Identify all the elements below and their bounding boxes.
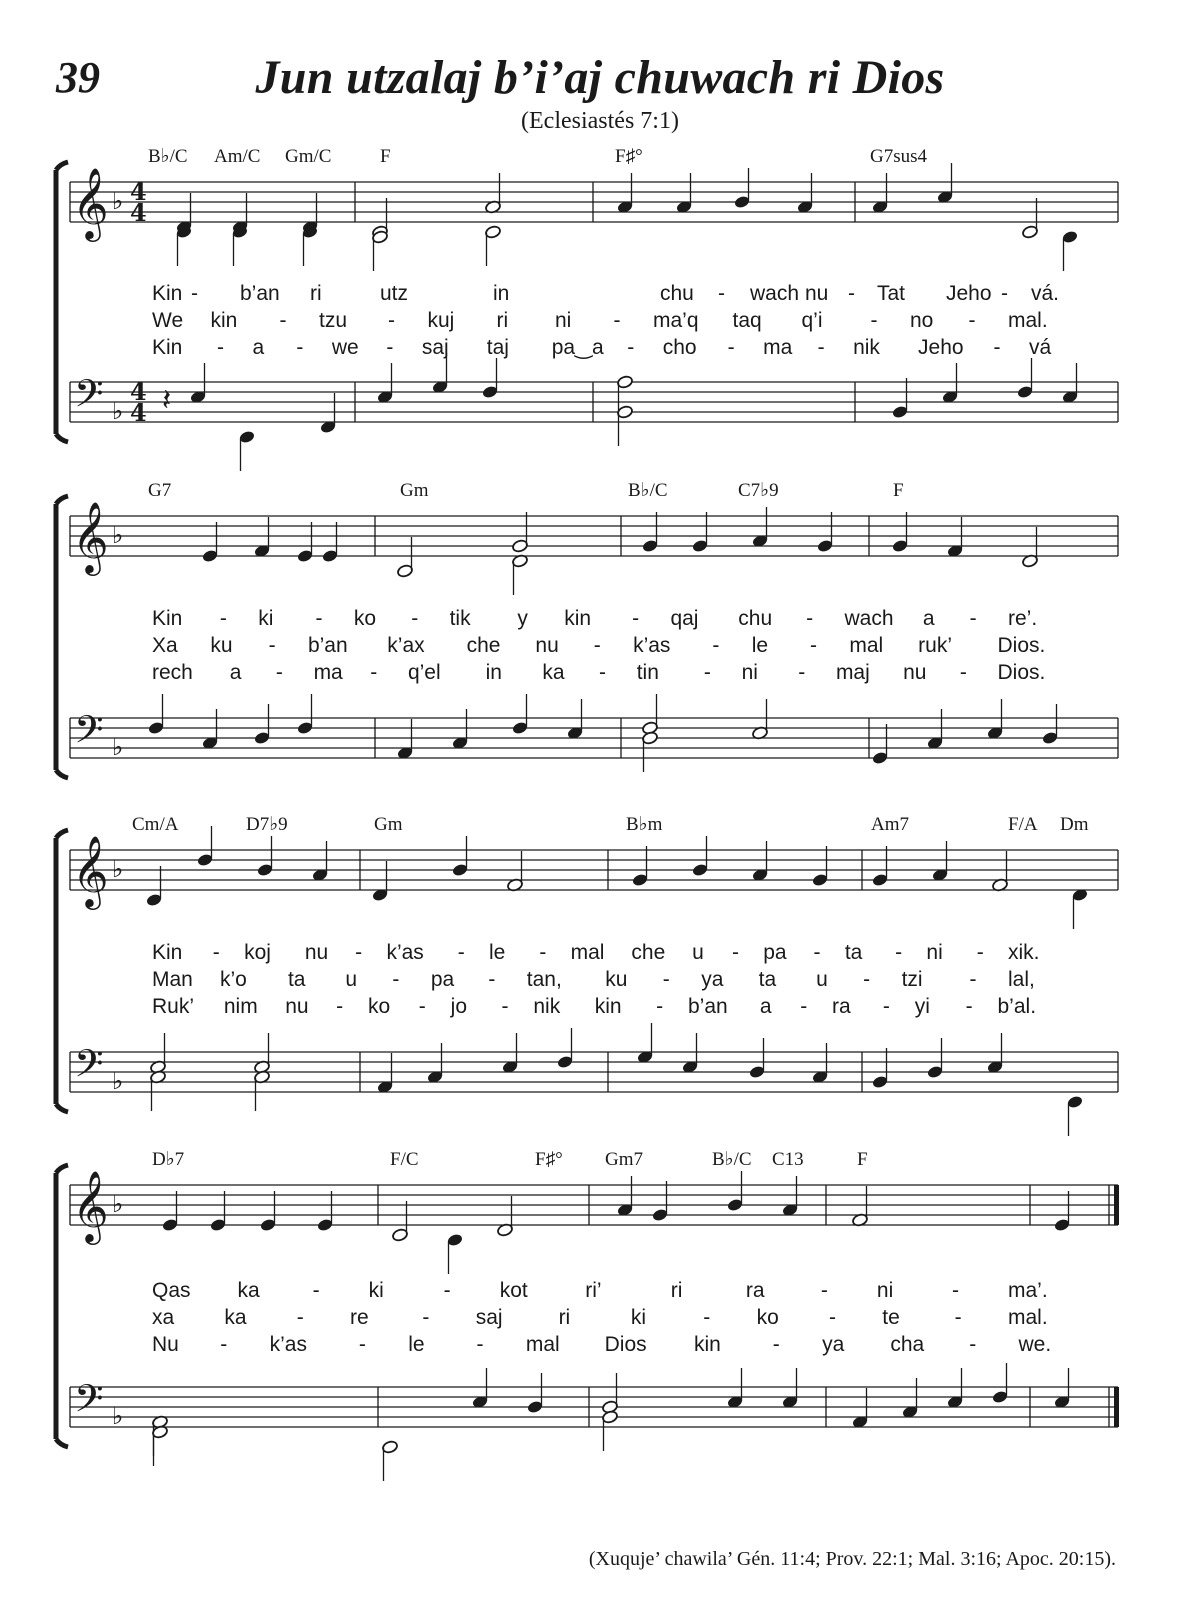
lyric-syllable: nu xyxy=(285,995,309,1018)
lyric-syllable: ma xyxy=(313,661,343,684)
lyric-syllable: maj xyxy=(835,661,870,684)
lyric-hyphen: - xyxy=(476,1333,484,1356)
lyric-syllable: le xyxy=(408,1333,425,1356)
lyric-hyphen: - xyxy=(457,941,465,964)
lyric-syllable: mal xyxy=(570,941,605,964)
lyric-syllable: kot xyxy=(499,1279,528,1302)
chord-symbol: F♯° xyxy=(535,1149,563,1170)
key-flat: ♭ xyxy=(112,733,124,761)
key-flat: ♭ xyxy=(112,855,124,883)
lyric-hyphen: - xyxy=(539,941,547,964)
lyric-syllable: b’an xyxy=(687,995,728,1018)
lyric-syllable: vá. xyxy=(1031,282,1060,305)
treble-clef: 𝄞 xyxy=(72,1169,109,1242)
lyric-syllable: ku xyxy=(605,968,628,991)
lyric-syllable: utz xyxy=(380,282,409,305)
lyric-syllable: a xyxy=(922,607,935,630)
lyric-syllable: saj xyxy=(421,336,449,359)
chord-symbol: G7 xyxy=(148,480,172,501)
lyric-hyphen: - xyxy=(848,282,855,305)
lyric-syllable: xa xyxy=(152,1306,175,1329)
lyric-hyphen: - xyxy=(599,661,606,684)
system-bracket xyxy=(56,496,68,778)
quarter-rest: 𝄽 xyxy=(162,383,172,418)
lyric-syllable: We xyxy=(152,309,184,332)
chord-symbol: Cm/A xyxy=(132,814,179,835)
chord-symbol: F/C xyxy=(390,1149,419,1170)
lyric-hyphen: - xyxy=(703,661,711,684)
lyric-syllable: nik xyxy=(533,995,561,1018)
lyric-syllable: tin xyxy=(636,661,659,684)
lyric-syllable: ri xyxy=(496,309,509,332)
chord-symbol: B♭/C xyxy=(712,1149,752,1170)
lyric-hyphen: - xyxy=(895,941,903,964)
lyric-hyphen: - xyxy=(411,607,419,630)
lyric-syllable: in xyxy=(493,282,510,305)
lyric-syllable: taj xyxy=(486,336,509,359)
lyric-syllable: ra xyxy=(745,1279,765,1302)
lyric-hyphen: - xyxy=(798,661,806,684)
lyric-hyphen: - xyxy=(296,336,304,359)
time-signature: 4 xyxy=(130,198,147,227)
lyric-syllable: ya xyxy=(822,1333,845,1356)
lyric-hyphen: - xyxy=(828,1306,836,1329)
system-bracket xyxy=(56,162,68,442)
chord-symbol: F xyxy=(380,146,391,167)
bass-clef: 𝄢 xyxy=(74,707,104,761)
lyric-syllable: kin xyxy=(693,1333,721,1356)
chord-symbol: Dm xyxy=(1060,814,1089,835)
lyric-syllable: vá xyxy=(1029,336,1052,359)
lyric-syllable: ni xyxy=(926,941,943,964)
lyric-hyphen: - xyxy=(712,634,720,657)
final-barline xyxy=(1114,1387,1119,1427)
lyric-hyphen: - xyxy=(443,1279,451,1302)
lyric-syllable: mal. xyxy=(1008,1306,1048,1329)
lyric-syllable: ruk’ xyxy=(918,634,953,657)
chord-symbol: Gm xyxy=(374,814,403,835)
lyric-hyphen: - xyxy=(358,1333,366,1356)
chord-symbol: B♭/C xyxy=(148,146,188,167)
lyric-syllable: chu xyxy=(660,282,694,305)
lyric-syllable: che xyxy=(466,634,501,657)
lyric-hyphen: - xyxy=(386,336,394,359)
chord-symbol: G7sus4 xyxy=(870,146,928,167)
lyric-syllable: k’as xyxy=(633,634,671,657)
lyric-hyphen: - xyxy=(863,968,871,991)
lyric-syllable: u xyxy=(345,968,358,991)
lyric-syllable: Kin xyxy=(152,941,183,964)
lyric-hyphen: - xyxy=(418,995,426,1018)
lyric-syllable: k’o xyxy=(219,968,247,991)
lyric-hyphen: - xyxy=(954,1306,962,1329)
chord-symbol: F xyxy=(857,1149,868,1170)
lyric-syllable: Dios. xyxy=(997,634,1046,657)
lyric-syllable: k’as xyxy=(269,1333,307,1356)
lyric-syllable: Xa xyxy=(152,634,178,657)
lyric-hyphen: - xyxy=(882,995,890,1018)
lyric-syllable: mal xyxy=(525,1333,560,1356)
lyric-syllable: Ruk’ xyxy=(152,995,195,1018)
chord-symbol: B♭/C xyxy=(628,480,668,501)
footer-references: (Xuquje’ chawila’ Gén. 11:4; Prov. 22:1; Mal. 3:16; Apoc. 20:15). xyxy=(588,1548,1116,1570)
lyric-syllable: ni xyxy=(555,309,572,332)
lyric-syllable: Kin xyxy=(152,336,183,359)
lyric-syllable: re’. xyxy=(1008,607,1038,630)
lyric-hyphen: - xyxy=(593,634,601,657)
lyric-syllable: nim xyxy=(223,995,258,1018)
lyric-syllable: ra xyxy=(832,995,851,1018)
lyric-syllable: a xyxy=(229,661,242,684)
lyric-syllable: we. xyxy=(1018,1333,1052,1356)
lyric-syllable: cha xyxy=(890,1333,925,1356)
lyric-syllable: y xyxy=(517,607,528,630)
lyric-hyphen: - xyxy=(315,607,323,630)
lyric-syllable: Jeho xyxy=(918,336,964,359)
lyric-hyphen: - xyxy=(422,1306,430,1329)
lyric-syllable: ko xyxy=(367,995,391,1018)
lyric-syllable: ma xyxy=(763,336,793,359)
time-signature: 4 xyxy=(130,377,147,406)
lyric-syllable: saj xyxy=(475,1306,503,1329)
lyric-syllable: pa xyxy=(763,941,787,964)
lyric-syllable: le xyxy=(489,941,506,964)
lyric-syllable: Kin xyxy=(152,607,183,630)
lyric-hyphen: - xyxy=(312,1279,320,1302)
lyric-syllable: ki xyxy=(368,1279,384,1302)
key-flat: ♭ xyxy=(112,187,124,215)
chord-symbol: C13 xyxy=(772,1149,804,1170)
lyric-hyphen: - xyxy=(870,309,878,332)
lyric-hyphen: - xyxy=(968,309,976,332)
chord-symbol: D♭7 xyxy=(152,1149,185,1170)
time-signature: 4 xyxy=(130,177,147,206)
lyric-hyphen: - xyxy=(191,282,198,305)
lyric-syllable: lal, xyxy=(1008,968,1035,991)
treble-clef: 𝄞 xyxy=(72,166,109,239)
lyric-syllable: ka xyxy=(224,1306,247,1329)
bass-clef: 𝄢 xyxy=(74,371,104,425)
final-barline xyxy=(1114,1185,1119,1225)
lyric-syllable: le xyxy=(751,634,769,657)
lyric-hyphen: - xyxy=(727,336,735,359)
lyric-syllable: ka xyxy=(542,661,565,684)
lyric-syllable: no xyxy=(910,309,934,332)
key-flat: ♭ xyxy=(112,397,124,425)
hymn-number: 39 xyxy=(56,53,100,102)
system-bracket xyxy=(56,1165,68,1447)
bass-clef: 𝄢 xyxy=(74,1376,104,1430)
lyric-syllable: Dios xyxy=(604,1333,647,1356)
treble-clef: 𝄞 xyxy=(72,834,109,907)
lyric-hyphen: - xyxy=(969,607,977,630)
lyric-syllable: we xyxy=(331,336,359,359)
lyric-syllable: te xyxy=(882,1306,900,1329)
lyric-hyphen: - xyxy=(662,968,670,991)
lyric-syllable: q’i xyxy=(801,309,823,332)
chord-symbol: Gm/C xyxy=(285,146,332,167)
lyric-syllable: nu xyxy=(304,941,329,964)
lyric-syllable: re xyxy=(350,1306,369,1329)
lyric-syllable: wach xyxy=(844,607,894,630)
lyric-syllable: ma’. xyxy=(1008,1279,1048,1302)
lyric-syllable: rech xyxy=(152,661,193,684)
lyric-hyphen: - xyxy=(718,282,725,305)
chord-symbol: Am/C xyxy=(214,146,261,167)
lyric-syllable: Nu xyxy=(152,1333,179,1356)
lyric-syllable: tan, xyxy=(526,968,562,991)
lyric-syllable: mal. xyxy=(1008,309,1048,332)
lyric-syllable: ki xyxy=(258,607,274,630)
lyric-syllable: xik. xyxy=(1008,941,1040,964)
lyric-syllable: a xyxy=(252,336,265,359)
lyric-syllable: b’al. xyxy=(997,995,1037,1018)
lyric-syllable: ko xyxy=(756,1306,779,1329)
scripture-reference: (Eclesiastés 7:1) xyxy=(521,108,679,134)
lyric-syllable: ki xyxy=(630,1306,647,1329)
lyric-hyphen: - xyxy=(355,941,363,964)
lyric-syllable: ta xyxy=(844,941,863,964)
chord-symbol: F♯° xyxy=(615,146,643,167)
lyric-syllable: Man xyxy=(152,968,193,991)
bass-clef: 𝄢 xyxy=(74,1041,104,1095)
lyric-syllable: pa xyxy=(430,968,455,991)
lyric-syllable: in xyxy=(485,661,502,684)
lyric-syllable: u xyxy=(692,941,704,964)
lyric-hyphen: - xyxy=(731,941,739,964)
lyric-syllable: tzu xyxy=(319,309,348,332)
lyric-syllable: pa‿a xyxy=(551,336,604,359)
chord-symbol: C7♭9 xyxy=(738,480,779,501)
lyric-hyphen: - xyxy=(220,1333,228,1356)
lyric-syllable: Dios. xyxy=(997,661,1046,684)
lyric-syllable: ma’q xyxy=(653,309,699,332)
lyric-hyphen: - xyxy=(219,607,227,630)
lyric-syllable: Kin xyxy=(152,282,183,305)
chord-symbol: Gm7 xyxy=(605,1149,643,1170)
lyric-hyphen: - xyxy=(817,336,825,359)
lyric-syllable: jo xyxy=(450,995,468,1018)
lyric-hyphen: - xyxy=(627,336,635,359)
system-bracket xyxy=(56,830,68,1112)
lyric-hyphen: - xyxy=(800,995,808,1018)
lyric-hyphen: - xyxy=(965,995,973,1018)
lyric-syllable: ta xyxy=(287,968,306,991)
lyric-syllable: a xyxy=(759,995,772,1018)
lyric-syllable: che xyxy=(631,941,666,964)
lyric-hyphen: - xyxy=(388,309,395,332)
lyric-hyphen: - xyxy=(613,309,621,332)
lyric-syllable: chu xyxy=(738,607,773,630)
hymn-title: Jun utzalaj b’i’aj chuwach ri Dios xyxy=(255,51,945,104)
time-signature: 4 xyxy=(130,398,147,427)
lyric-syllable: cho xyxy=(662,336,697,359)
chord-symbol: F/A xyxy=(1008,814,1038,835)
lyric-hyphen: - xyxy=(370,661,378,684)
lyric-hyphen: - xyxy=(806,607,814,630)
lyric-hyphen: - xyxy=(296,1306,304,1329)
key-flat: ♭ xyxy=(112,1067,124,1095)
lyric-hyphen: - xyxy=(1001,282,1008,305)
lyric-hyphen: - xyxy=(632,607,640,630)
lyric-hyphen: - xyxy=(216,336,224,359)
lyric-syllable: ri xyxy=(670,1279,683,1302)
lyric-syllable: ko xyxy=(353,607,377,630)
lyric-syllable: nu xyxy=(903,661,927,684)
lyric-syllable: Tat xyxy=(877,282,906,305)
lyric-hyphen: - xyxy=(268,634,276,657)
lyric-syllable: ka xyxy=(237,1279,260,1302)
lyric-syllable: k’ax xyxy=(387,634,425,657)
lyric-syllable: ri xyxy=(558,1306,571,1329)
chord-symbol: Am7 xyxy=(871,814,909,835)
chord-symbol: F xyxy=(893,480,904,501)
lyric-hyphen: - xyxy=(279,309,287,332)
lyric-hyphen: - xyxy=(336,995,344,1018)
lyric-syllable: nu xyxy=(535,634,559,657)
chord-symbol: B♭m xyxy=(626,814,663,835)
lyric-syllable: koj xyxy=(244,941,271,964)
lyric-hyphen: - xyxy=(951,1279,959,1302)
lyric-syllable: q’el xyxy=(407,661,441,684)
lyric-syllable: ni xyxy=(741,661,758,684)
lyric-syllable: ku xyxy=(210,634,233,657)
lyric-hyphen: - xyxy=(703,1306,711,1329)
key-flat: ♭ xyxy=(112,1402,124,1430)
lyric-hyphen: - xyxy=(959,661,967,684)
lyric-syllable: Qas xyxy=(152,1279,191,1302)
lyric-hyphen: - xyxy=(501,995,509,1018)
chord-symbol: Gm xyxy=(400,480,429,501)
lyric-syllable: b’an xyxy=(240,282,280,305)
lyric-hyphen: - xyxy=(820,1279,828,1302)
lyric-syllable: qaj xyxy=(670,607,699,630)
lyric-syllable: ya xyxy=(701,968,724,991)
lyric-syllable: kin xyxy=(210,309,238,332)
lyric-syllable: taq xyxy=(732,309,762,332)
lyric-hyphen: - xyxy=(976,941,984,964)
lyric-syllable: kin xyxy=(594,995,622,1018)
lyric-syllable: ta xyxy=(758,968,777,991)
lyric-hyphen: - xyxy=(392,968,400,991)
lyric-syllable: mal xyxy=(849,634,884,657)
lyric-syllable: Jeho xyxy=(946,282,992,305)
lyric-syllable: tzi xyxy=(901,968,923,991)
lyric-hyphen: - xyxy=(656,995,664,1018)
lyric-syllable: yi xyxy=(914,995,930,1018)
treble-clef: 𝄞 xyxy=(72,500,109,573)
lyric-hyphen: - xyxy=(993,336,1001,359)
lyric-hyphen: - xyxy=(212,941,220,964)
lyric-hyphen: - xyxy=(969,1333,977,1356)
lyric-syllable: ri xyxy=(310,282,322,305)
lyric-hyphen: - xyxy=(813,941,821,964)
lyric-syllable: nu xyxy=(805,282,829,305)
lyric-syllable: b’an xyxy=(307,634,348,657)
lyric-syllable: k’as xyxy=(386,941,424,964)
lyric-hyphen: - xyxy=(772,1333,780,1356)
lyric-syllable: ni xyxy=(876,1279,894,1302)
lyric-hyphen: - xyxy=(810,634,818,657)
lyric-syllable: tik xyxy=(449,607,471,630)
lyric-hyphen: - xyxy=(275,661,283,684)
chord-symbol: D7♭9 xyxy=(246,814,288,835)
lyric-syllable: u xyxy=(816,968,828,991)
key-flat: ♭ xyxy=(112,1190,124,1218)
lyric-syllable: wach xyxy=(750,282,800,305)
lyric-hyphen: - xyxy=(969,968,977,991)
lyric-hyphen: - xyxy=(488,968,496,991)
lyric-syllable: ri’ xyxy=(585,1279,602,1302)
lyric-syllable: kuj xyxy=(427,309,455,332)
key-flat: ♭ xyxy=(112,521,124,549)
lyric-syllable: kin xyxy=(564,607,592,630)
lyric-syllable: nik xyxy=(853,336,880,359)
